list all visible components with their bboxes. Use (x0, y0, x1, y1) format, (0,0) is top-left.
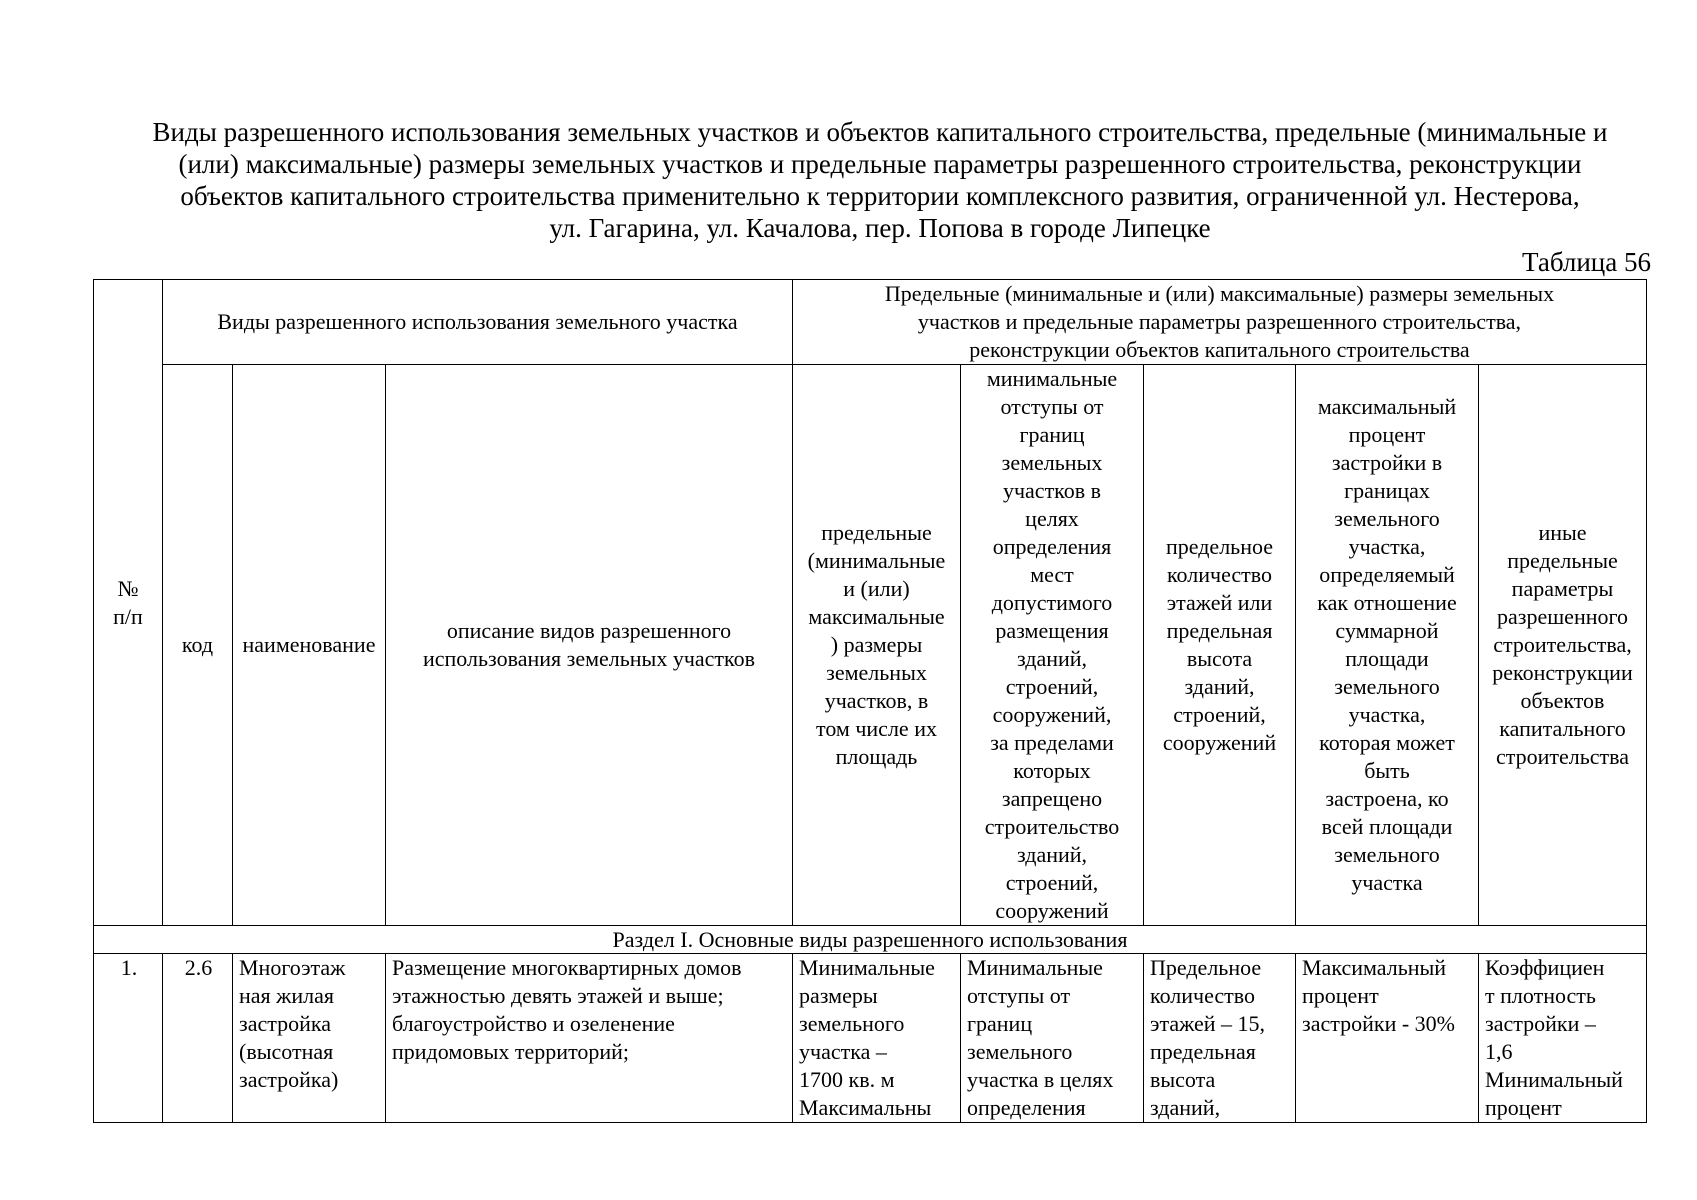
row-description: Размещение многоквартирных домов этажностью девять этажей и выше; благоустройство и озеленение придомовых территорий; (386, 954, 793, 1123)
row-other: Коэффициен т плотность застройки – 1,6 Минимальный процент (1479, 954, 1647, 1123)
row-num: 1. (94, 954, 163, 1123)
table-row (94, 954, 1647, 1123)
row-floors: Предельное количество этажей – 15, предельная высота зданий, (1144, 954, 1296, 1123)
row-plot-size: Минимальные размеры земельного участка – 1700 кв. м Максимальны (793, 954, 961, 1123)
header-permitted-uses-group: Виды разрешенного использования земельного участка (163, 280, 793, 365)
header-limits-group: Предельные (минимальные и (или) максимальные) размеры земельных участков и предельные параметры разрешенного строительства, реконструкции объектов капитального строительства (793, 280, 1647, 365)
header-setbacks: минимальные отступы от границ земельных участков в целях определения мест допустимого размещения зданий, строений, сооружений, за пределами которых запрещено строительство зданий, строений, сооружений (961, 365, 1144, 926)
header-code: код (163, 365, 233, 926)
regulations-table (93, 279, 1647, 1123)
title-line: объектов капитального строительства применительно к территории комплексного развития, ограниченной ул. Нестерова, (180, 181, 1580, 211)
header-floors: предельное количество этажей или предельная высота зданий, строений, сооружений (1144, 365, 1296, 926)
title-line: Виды разрешенного использования земельных участков и объектов капитального строительства, предельные (минимальные и (152, 117, 1608, 147)
header-description: описание видов разрешенного использования земельных участков (386, 365, 793, 926)
title-line: (или) максимальные) размеры земельных участков и предельные параметры разрешенного строительства, реконструкции (178, 149, 1582, 179)
header-name: наименование (233, 365, 386, 926)
section-title: Раздел I. Основные виды разрешенного использования (94, 926, 1647, 954)
header-other: иные предельные параметры разрешенного строительства, реконструкции объектов капитального строительства (1479, 365, 1647, 926)
header-plot-size: предельные (минимальные и (или) максимальные ) размеры земельных участков, в том числе их площадь (793, 365, 961, 926)
row-code: 2.6 (163, 954, 233, 1123)
table-number-label: Таблица 56 (1522, 247, 1651, 277)
header-coverage: максимальный процент застройки в границах земельного участка, определяемый как отношение суммарной площади земельного участка, которая может быть застроена, ко всей площади земельного участка (1296, 365, 1479, 926)
row-coverage: Максимальный процент застройки - 30% (1296, 954, 1479, 1123)
header-num: № п/п (94, 280, 163, 926)
row-setbacks: Минимальные отступы от границ земельного участка в целях определения (961, 954, 1144, 1123)
document-title (100, 116, 1660, 244)
row-name: Многоэтаж ная жилая застройка (высотная застройка) (233, 954, 386, 1123)
title-line: ул. Гагарина, ул. Качалова, пер. Попова в городе Липецке (549, 213, 1211, 243)
